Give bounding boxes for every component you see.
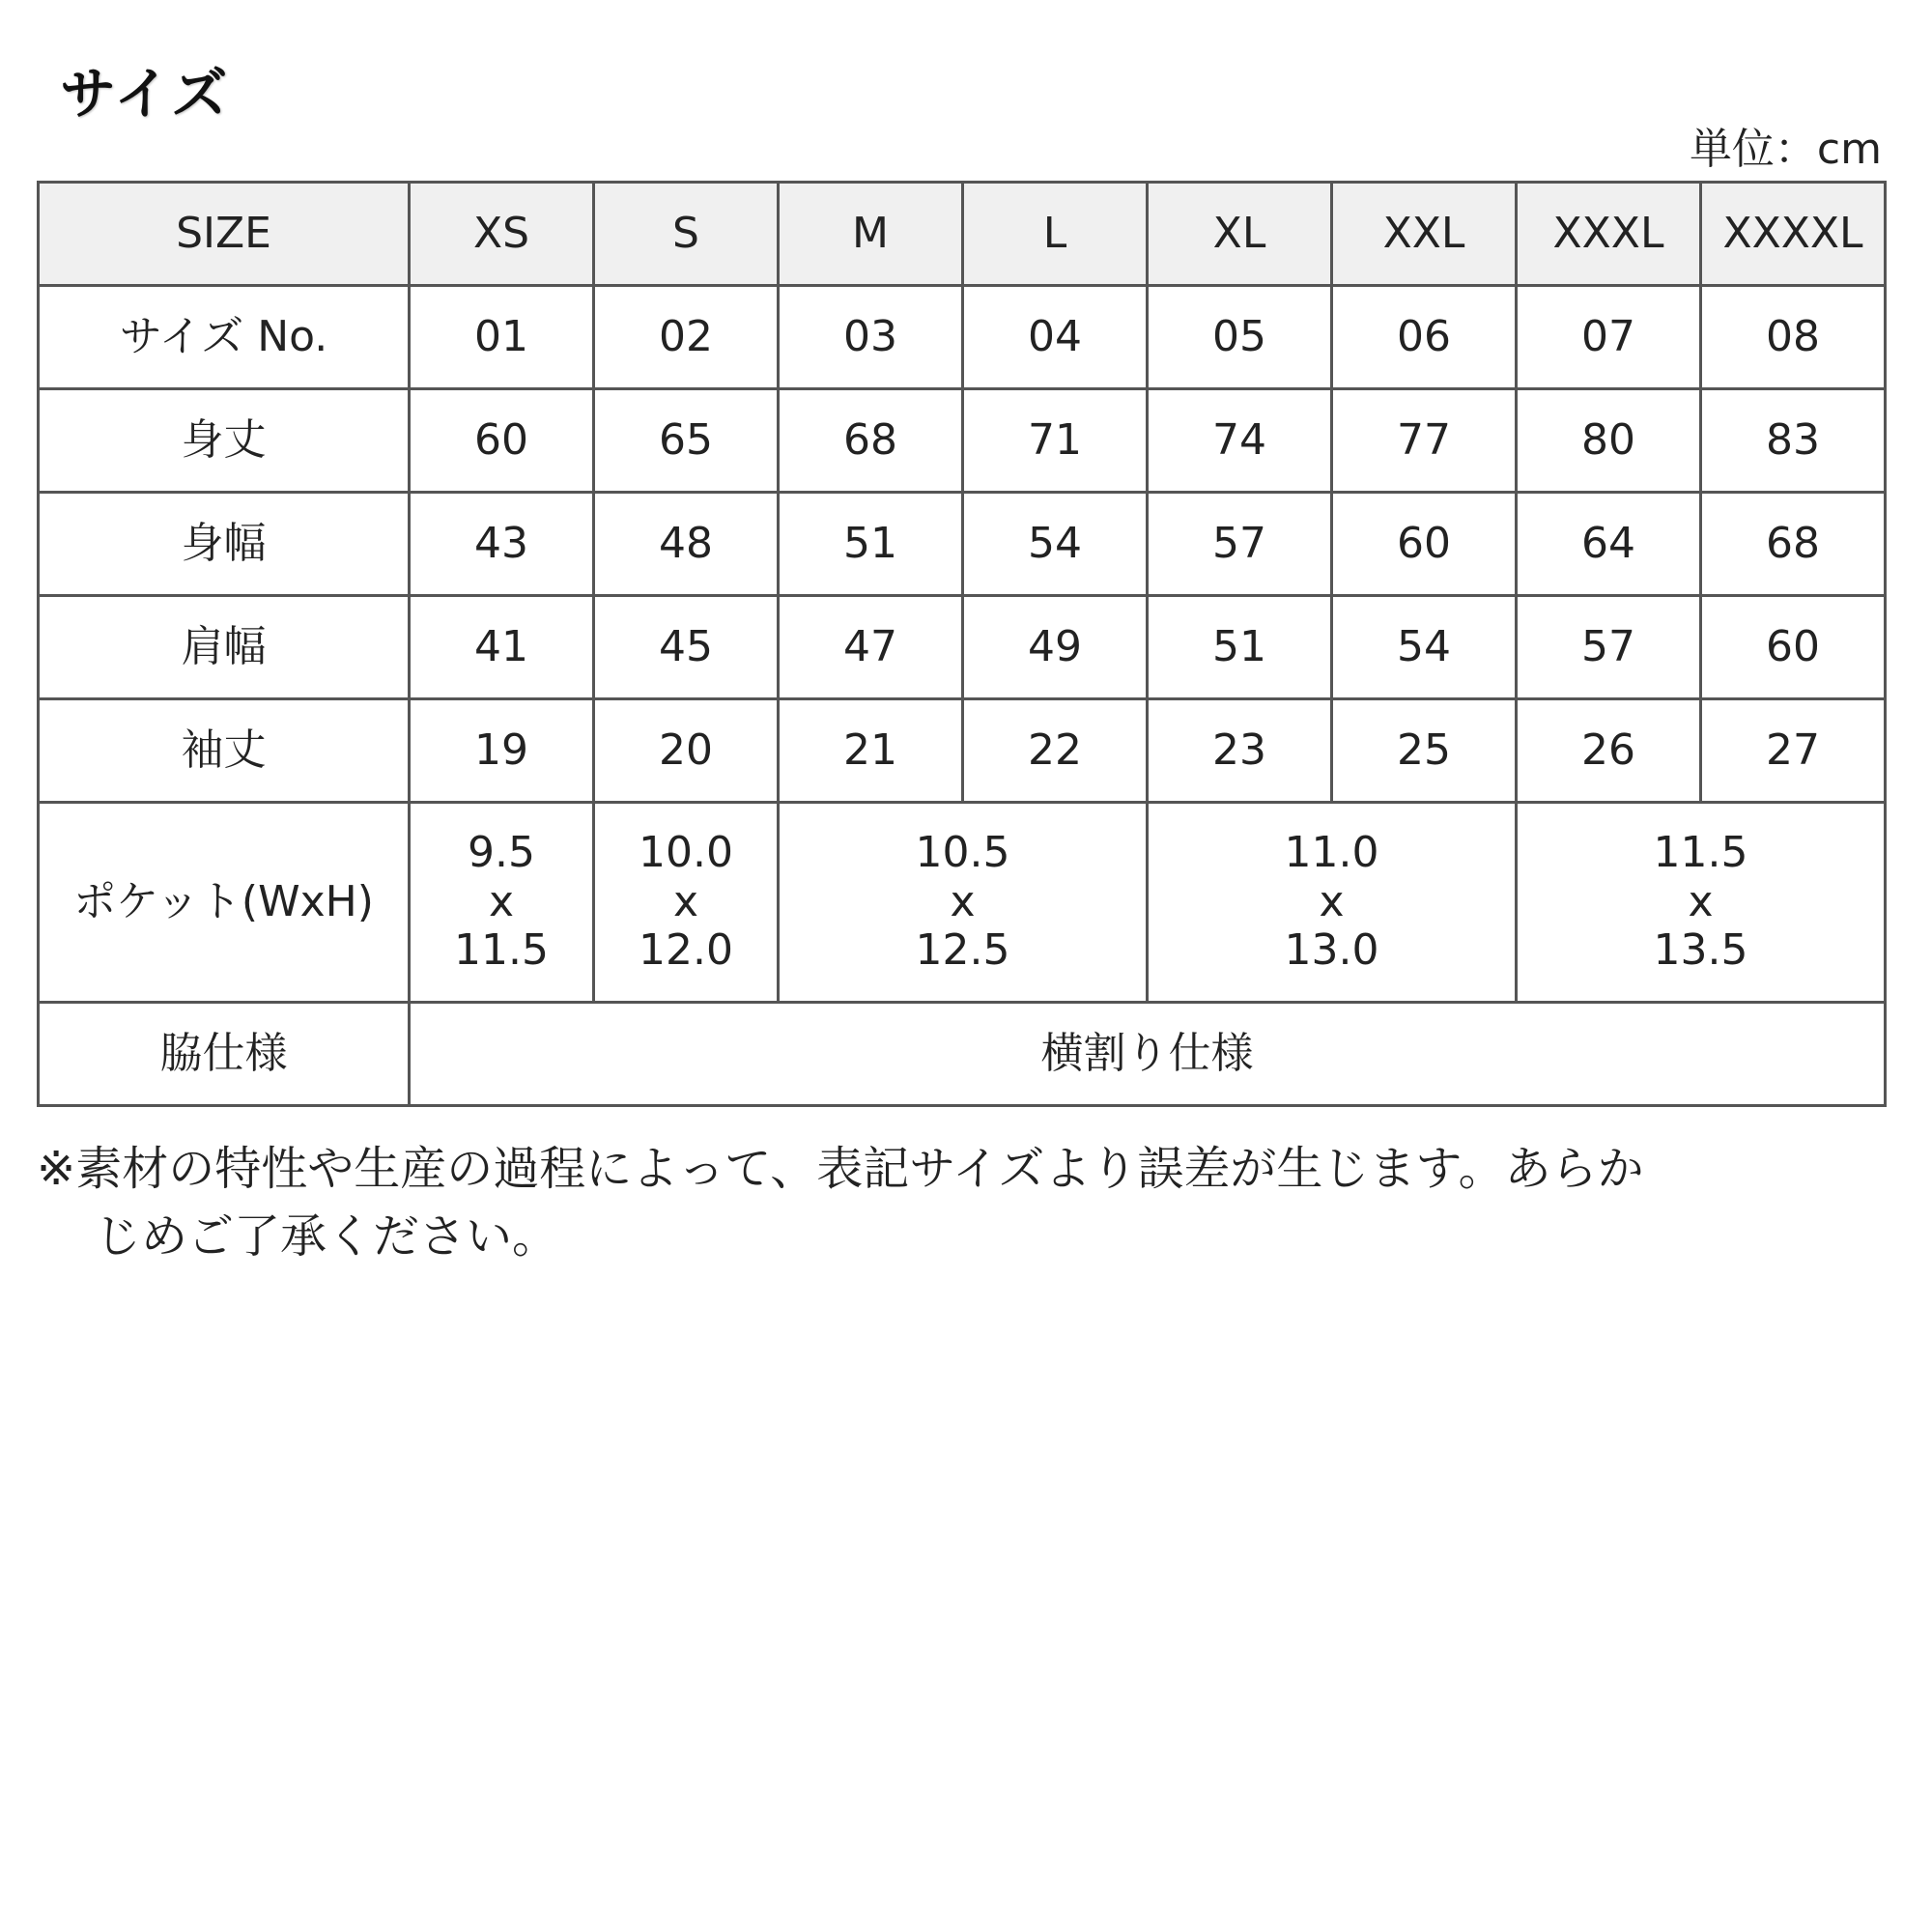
pocket-separator: x	[488, 876, 515, 926]
table-cell: 25	[1332, 699, 1517, 803]
table-cell: 65	[594, 389, 779, 493]
table-cell: 68	[1701, 493, 1886, 596]
pocket-width: 10.5	[915, 828, 1010, 878]
table-cell: 43	[410, 493, 594, 596]
row-label: 脇仕様	[39, 1003, 410, 1106]
table-cell: 05	[1148, 286, 1332, 389]
header-cell-l: L	[963, 183, 1148, 286]
pocket-separator: x	[1688, 876, 1714, 926]
size-table	[37, 181, 1887, 1107]
table-cell: 74	[1148, 389, 1332, 493]
pocket-cell-s	[594, 803, 779, 1003]
header-cell-size: SIZE	[39, 183, 410, 286]
pocket-height: 13.0	[1284, 925, 1379, 976]
table-cell: 20	[594, 699, 779, 803]
header-cell-xl: XL	[1148, 183, 1332, 286]
table-cell: 03	[779, 286, 963, 389]
table-row-side-spec	[39, 1003, 1886, 1106]
row-label: 袖丈	[39, 699, 410, 803]
page-title: サイズ	[60, 61, 230, 127]
table-cell: 48	[594, 493, 779, 596]
table-cell: 02	[594, 286, 779, 389]
pocket-width: 11.5	[1653, 828, 1748, 878]
pocket-separator: x	[672, 876, 699, 926]
side-spec-value: 横割り仕様	[410, 1003, 1886, 1106]
header-row	[39, 183, 1886, 286]
table-cell: 49	[963, 596, 1148, 699]
pocket-cell-xs	[410, 803, 594, 1003]
pocket-height: 12.0	[639, 925, 733, 976]
table-cell: 04	[963, 286, 1148, 389]
table-cell: 57	[1517, 596, 1701, 699]
pocket-height: 11.5	[454, 925, 549, 976]
table-cell: 51	[1148, 596, 1332, 699]
pocket-height: 12.5	[915, 925, 1010, 976]
header-cell-xxxl: XXXL	[1517, 183, 1701, 286]
table-cell: 45	[594, 596, 779, 699]
note-line-2: じめご了承ください。	[95, 1209, 559, 1264]
pocket-cell-xl-xxl	[1148, 803, 1517, 1003]
table-cell: 71	[963, 389, 1148, 493]
table-cell: 27	[1701, 699, 1886, 803]
table-cell: 08	[1701, 286, 1886, 389]
row-label: ポケット(WxH)	[39, 803, 410, 1003]
table-cell: 19	[410, 699, 594, 803]
table-cell: 80	[1517, 389, 1701, 493]
header-cell-s: S	[594, 183, 779, 286]
pocket-height: 13.5	[1653, 925, 1748, 976]
table-row-sleeve-length	[39, 699, 1886, 803]
pocket-cell-m-l	[779, 803, 1148, 1003]
table-row-body-length	[39, 389, 1886, 493]
pocket-width: 11.0	[1284, 828, 1379, 878]
table-cell: 60	[410, 389, 594, 493]
note-line-1: ※素材の特性や生産の過程によって、表記サイズより誤差が生じます。あらか	[37, 1142, 1644, 1196]
pocket-separator: x	[950, 876, 976, 926]
row-label: サイズ No.	[39, 286, 410, 389]
row-label: 身丈	[39, 389, 410, 493]
table-cell: 54	[963, 493, 1148, 596]
header-cell-xs: XS	[410, 183, 594, 286]
row-label: 肩幅	[39, 596, 410, 699]
disclaimer-note	[37, 1135, 1853, 1270]
table-cell: 23	[1148, 699, 1332, 803]
pocket-cell-xxxl-xxxxl	[1517, 803, 1886, 1003]
pocket-width: 9.5	[468, 828, 535, 878]
table-row-shoulder-width	[39, 596, 1886, 699]
table-cell: 77	[1332, 389, 1517, 493]
pocket-width: 10.0	[639, 828, 733, 878]
table-cell: 54	[1332, 596, 1517, 699]
table-row-pocket	[39, 803, 1886, 1003]
table-cell: 22	[963, 699, 1148, 803]
table-cell: 64	[1517, 493, 1701, 596]
table-cell: 60	[1332, 493, 1517, 596]
table-cell: 07	[1517, 286, 1701, 389]
header-cell-m: M	[779, 183, 963, 286]
table-cell: 68	[779, 389, 963, 493]
header-cell-xxxxl: XXXXL	[1701, 183, 1886, 286]
table-cell: 01	[410, 286, 594, 389]
table-cell: 47	[779, 596, 963, 699]
table-row-body-width	[39, 493, 1886, 596]
table-cell: 51	[779, 493, 963, 596]
unit-label: 単位：cm	[1689, 125, 1882, 174]
header-cell-xxl: XXL	[1332, 183, 1517, 286]
table-row-size-no	[39, 286, 1886, 389]
pocket-separator: x	[1319, 876, 1345, 926]
table-cell: 57	[1148, 493, 1332, 596]
table-cell: 60	[1701, 596, 1886, 699]
table-cell: 41	[410, 596, 594, 699]
table-cell: 83	[1701, 389, 1886, 493]
table-cell: 06	[1332, 286, 1517, 389]
row-label: 身幅	[39, 493, 410, 596]
table-cell: 26	[1517, 699, 1701, 803]
table-cell: 21	[779, 699, 963, 803]
